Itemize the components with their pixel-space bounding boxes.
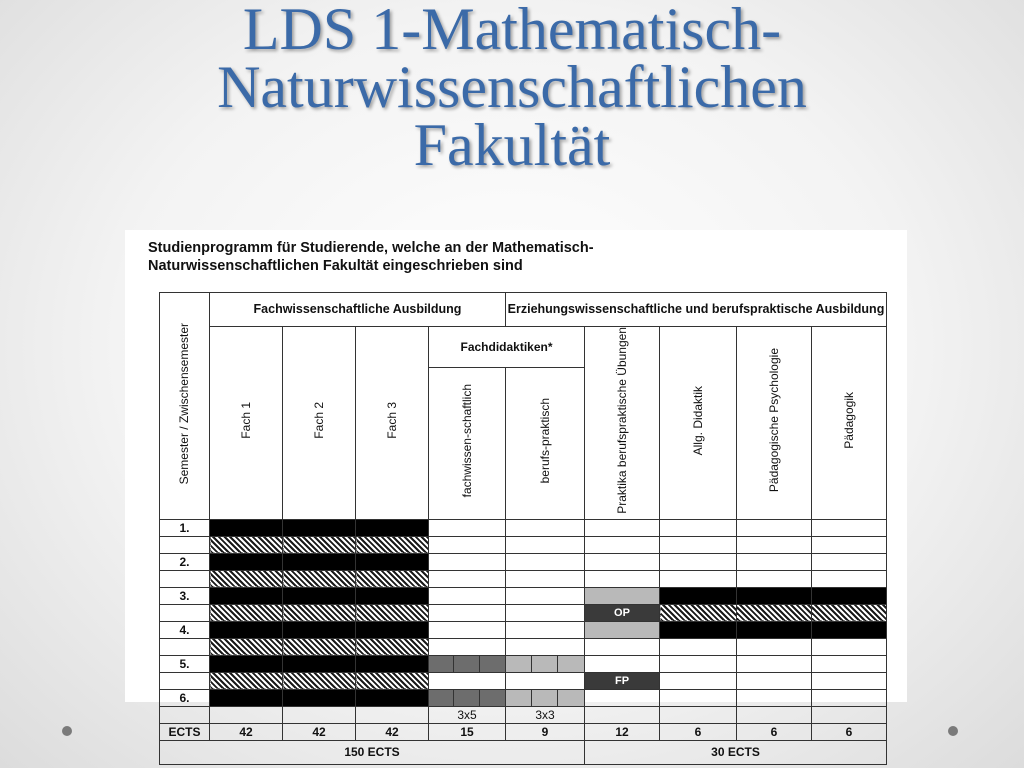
title-line-3: Fakultät <box>413 112 611 178</box>
ects-psychologie: 6 <box>737 723 812 740</box>
praktika-header-cell <box>585 327 660 520</box>
berufsprakt-header-cell <box>506 367 585 519</box>
ects-fachwiss: 15 <box>429 723 506 740</box>
semester-row-5 <box>160 655 887 672</box>
fach3-header: Fach 3 <box>384 402 399 439</box>
fach2-header-cell <box>283 327 356 520</box>
semester-label-5: 5. <box>160 655 210 672</box>
semester-row-3 <box>160 587 887 604</box>
psychologie-header: Pädagogische Psychologie <box>766 348 781 493</box>
fach3-header-cell <box>356 327 429 520</box>
semester-label-1: 1. <box>160 519 210 536</box>
ects-total-row <box>160 740 887 764</box>
didaktik-header: Allg. Didaktik <box>690 385 705 456</box>
berufsprakt-count: 3x3 <box>506 706 585 723</box>
semester-header-cell <box>160 293 210 520</box>
fachwissenschaftliche-group-header: Fachwissenschaftliche Ausbildung <box>210 293 506 327</box>
erziehungswissenschaftliche-group-header: Erziehungswissenschaftliche und berufspraktische Ausbildung <box>506 293 887 327</box>
paedagogik-header-cell <box>812 327 887 520</box>
op-mark: OP <box>585 604 660 621</box>
fachdidaktiken-header: Fachdidaktiken* <box>429 327 585 368</box>
heading-line-1: Studienprogramm für Studierende, welche an der Mathematisch- <box>148 240 594 256</box>
intersemester-row-1 <box>160 536 887 553</box>
semester-header: Semester / Zwischensemester <box>177 322 191 485</box>
ects-fach3: 42 <box>356 723 429 740</box>
title-line-1: LDS 1-Mathematisch- <box>242 0 782 62</box>
paedagogik-header: Pädagogik <box>841 392 856 449</box>
fach1-header: Fach 1 <box>238 402 253 439</box>
semester-label-3: 3. <box>160 587 210 604</box>
ects-praktika: 12 <box>585 723 660 740</box>
ects-fach2: 42 <box>283 723 356 740</box>
heading-line-2: Naturwissenschaftlichen Fakultät eingeschrieben sind <box>148 258 523 274</box>
berufsprakt-header: berufs-praktisch <box>537 398 552 484</box>
semester-row-6 <box>160 689 887 706</box>
didaktik-header-cell <box>660 327 737 520</box>
psychologie-header-cell <box>737 327 812 520</box>
title-line-2: Naturwissenschaftlichen <box>217 54 807 120</box>
fachdidaktik-count-row <box>160 706 887 723</box>
ects-fach1: 42 <box>210 723 283 740</box>
praktika-header: Praktika berufspraktische Übungen <box>614 327 629 514</box>
semester-row-4 <box>160 621 887 638</box>
fachwiss-count: 3x5 <box>429 706 506 723</box>
ects-paedagogik: 6 <box>812 723 887 740</box>
slide-title <box>0 0 1024 178</box>
intersemester-row-4 <box>160 638 887 655</box>
fach2-header: Fach 2 <box>311 402 326 439</box>
ects-total-right: 30 ECTS <box>585 740 887 764</box>
intersemester-row-5 <box>160 672 887 689</box>
study-program-table <box>159 292 887 765</box>
ects-didaktik: 6 <box>660 723 737 740</box>
intersemester-row-2 <box>160 570 887 587</box>
semester-label-2: 2. <box>160 553 210 570</box>
semester-label-6: 6. <box>160 689 210 706</box>
semester-row-1 <box>160 519 887 536</box>
fp-mark: FP <box>585 672 660 689</box>
fachwiss-header-cell <box>429 367 506 519</box>
slide-nav-dot-right <box>948 726 958 736</box>
fach1-header-cell <box>210 327 283 520</box>
study-program-document <box>125 230 907 760</box>
slide-nav-dot-left <box>62 726 72 736</box>
ects-berufsprakt: 9 <box>506 723 585 740</box>
intersemester-row-3 <box>160 604 887 621</box>
semester-label-4: 4. <box>160 621 210 638</box>
semester-row-2 <box>160 553 887 570</box>
fachwiss-header: fachwissen-schaftlich <box>459 384 474 498</box>
ects-label: ECTS <box>160 723 210 740</box>
ects-row <box>160 723 887 740</box>
document-heading <box>148 239 594 275</box>
ects-total-left: 150 ECTS <box>160 740 585 764</box>
